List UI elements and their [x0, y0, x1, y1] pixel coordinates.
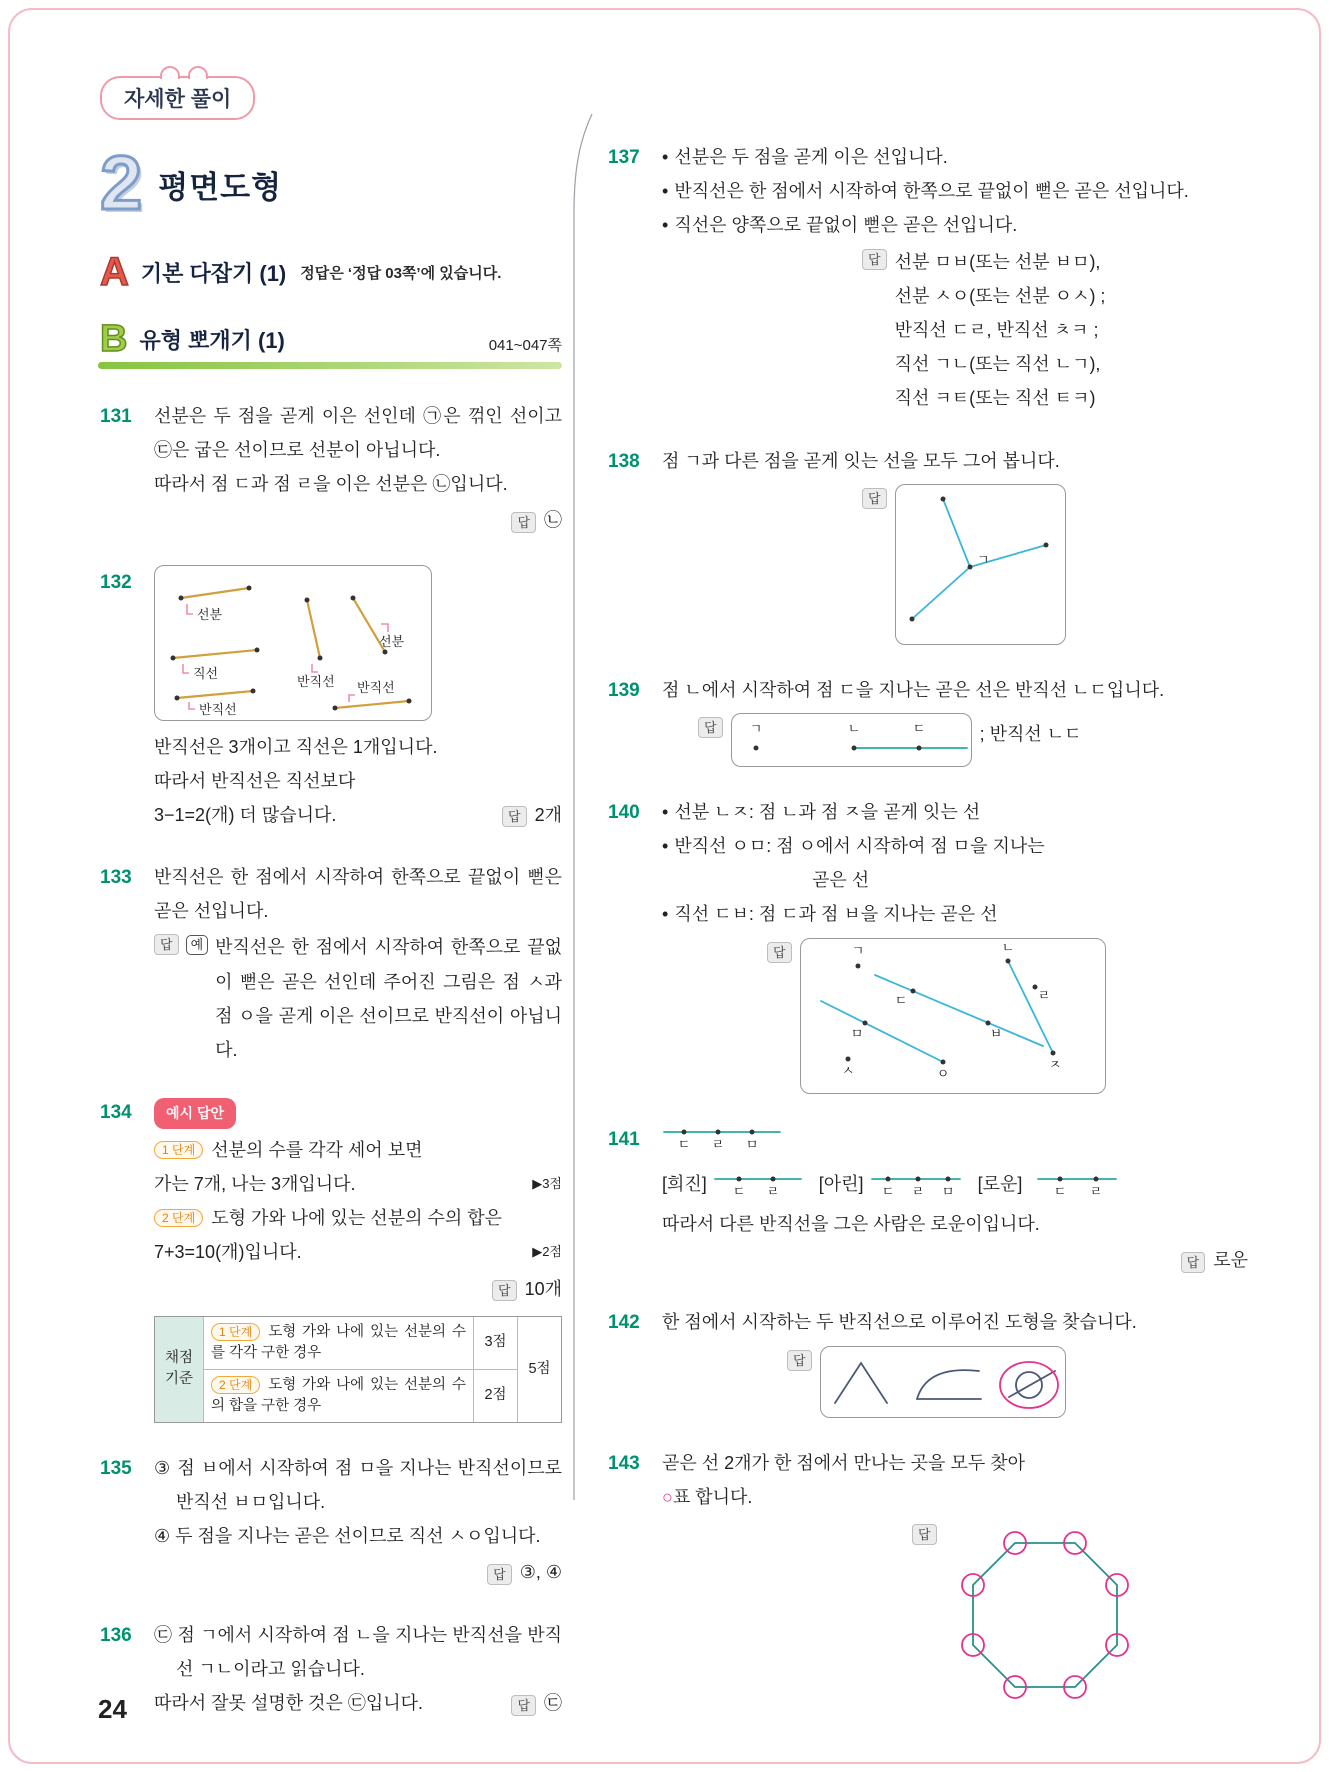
answer-line: 직선 ㄱㄴ(또는 직선 ㄴㄱ), [894, 354, 1101, 375]
diagram-label: 선분 [379, 634, 405, 650]
problem-number: 142 [608, 1312, 640, 1334]
answer-value: 2개 [534, 804, 562, 825]
problem-number: 134 [100, 1102, 132, 1124]
problem-number: 139 [608, 679, 640, 701]
answer-badge: 답 [511, 1695, 536, 1716]
left-column [100, 76, 562, 1748]
ray-diagram [731, 713, 972, 767]
answer-badge: 답 [154, 934, 179, 955]
definition-bullet [662, 795, 1248, 829]
definition-bullet [662, 208, 1248, 242]
answer-line: 직선 ㅋㅌ(또는 직선 ㅌㅋ) [894, 388, 1096, 409]
rubric-row-1 [204, 1317, 517, 1369]
problem-137 [608, 140, 1248, 416]
person-name: [로운] [977, 1173, 1023, 1194]
problem-number: 133 [100, 867, 132, 889]
answer-line [662, 1243, 1248, 1277]
rubric-total-points: 5점 [517, 1317, 561, 1422]
point-label: ㄹ [711, 1136, 725, 1152]
bullet-icon: • [662, 147, 669, 167]
problem-number: 132 [100, 572, 132, 594]
step2-row [154, 1201, 562, 1235]
rubric-row1-text: 도형 가와 나에 있는 선분의 수를 각각 구한 경우 [211, 1323, 466, 1361]
point-label: ㅁ [850, 1025, 863, 1041]
bullet-icon: • [662, 181, 669, 202]
point-label: ㄷ [732, 1183, 746, 1199]
point-label: ㄴ [847, 720, 860, 736]
rubric-row1-points: 3점 [473, 1317, 517, 1369]
answer-line: 선분 ㅁㅂ(또는 선분 ㅂㅁ), [894, 251, 1101, 272]
answer-diagram-row [862, 484, 1248, 645]
badge-ear-icon [188, 66, 208, 79]
problem-132 [100, 565, 562, 832]
step2-badge: 2 단계 [154, 1209, 203, 1227]
angle-shapes-svg [823, 1349, 1063, 1415]
solution-item: ③ 점 ㅂ에서 시작하여 점 ㅁ을 지나는 반직선이므로 반직선 ㅂㅁ입니다. [154, 1457, 562, 1512]
point-label: ㅁ [745, 1136, 759, 1152]
step1-result [154, 1167, 562, 1201]
point-label: ㄷ [677, 1136, 691, 1152]
point-label: ㄱ [851, 942, 864, 958]
answer-line [511, 1686, 562, 1720]
section-a-letter: A [100, 250, 129, 295]
rubric-label-line1: 채점 [164, 1350, 193, 1367]
answer-badge: 답 [502, 806, 527, 827]
definition-bullet [662, 897, 1248, 931]
problem-number: 143 [608, 1452, 640, 1474]
answer-line: 선분 ㅅㅇ(또는 선분 ㅇㅅ) ; [894, 285, 1106, 306]
points-marker: ▶2점 [532, 1244, 562, 1260]
answer-line [502, 798, 562, 832]
ray-svg [734, 716, 969, 764]
step1-badge: 1 단계 [154, 1141, 203, 1159]
points-lines-diagram [800, 938, 1106, 1094]
solution-line-with-answer [154, 798, 562, 832]
section-b-pages: 041~047쪽 [488, 336, 562, 354]
definition-bullet [662, 140, 1248, 174]
section-types [100, 318, 562, 368]
problem-141 [608, 1122, 1248, 1278]
points-lines-svg [803, 941, 1103, 1091]
person-name: [아린] [818, 1173, 864, 1194]
problem-142 [608, 1305, 1248, 1417]
rubric-row-2 [204, 1369, 517, 1422]
solution-text [662, 1446, 1248, 1514]
problem-131 [100, 399, 562, 538]
answer-badge: 답 [1181, 1252, 1206, 1273]
octagon-diagram [945, 1520, 1145, 1710]
problem-number: 140 [608, 801, 640, 823]
page-number: 24 [98, 1694, 127, 1724]
problem-number: 135 [100, 1457, 132, 1479]
bullet-text: 직선은 양쪽으로 끝없이 뻗은 곧은 선입니다. [674, 215, 1018, 236]
bullet-icon: • [662, 801, 669, 822]
answer-value: ㉡ [544, 510, 562, 531]
line-types-diagram [154, 565, 432, 721]
answer-badge: 답 [511, 512, 536, 533]
diagram-label: 반직선 [357, 680, 395, 696]
diagram-label: 선분 [197, 607, 223, 623]
problem-139 [608, 673, 1248, 767]
solution-line-with-answer [154, 1686, 562, 1720]
bullet-text: 반직선은 한 점에서 시작하여 한쪽으로 끝없이 뻗은 곧은 선입니다. [674, 181, 1189, 202]
bullet-text: 반직선 ㅇㅁ: 점 ㅇ에서 시작하여 점 ㅁ을 지나는 [674, 836, 1045, 857]
solution-text: 7+3=10(개)입니다. [154, 1242, 302, 1263]
definition-bullet [662, 174, 1248, 208]
answer-badge: 답 [787, 1350, 812, 1371]
solution-text: 한 점에서 시작하는 두 반직선으로 이루어진 도형을 찾습니다. [662, 1312, 1137, 1333]
point-label: ㄱ [749, 720, 762, 736]
rubric-label [155, 1317, 203, 1422]
answer-value: ③, ④ [519, 1562, 562, 1583]
answer-value: 로운 [1213, 1250, 1248, 1271]
problem-number: 141 [608, 1128, 640, 1150]
diagram-label: 직선 [193, 666, 219, 682]
bullet-icon: • [662, 904, 669, 925]
solution-text-part2: 표 합니다. [672, 1486, 753, 1507]
answer-badge: 답 [767, 942, 792, 963]
roun-ray-svg [1028, 1169, 1118, 1199]
header-badge [100, 76, 255, 120]
problem-number: 137 [608, 147, 640, 168]
problem-135 [100, 1451, 562, 1590]
note-suffix: 에 있습니다. [420, 264, 502, 282]
point-label: ㅅ [841, 1062, 854, 1078]
point-label: ㄷ [881, 1183, 894, 1199]
answer-line [154, 1272, 562, 1306]
bullet-text: 선분 ㄴㅈ: 점 ㄴ과 점 ㅈ을 곧게 잇는 선 [674, 801, 981, 822]
bullet-text: 직선 ㄷㅂ: 점 ㄷ과 점 ㅂ을 지나는 곧은 선 [674, 904, 998, 925]
problem-number: 138 [608, 450, 640, 472]
person-roun [978, 1167, 1119, 1201]
step2-result [154, 1235, 562, 1269]
problem-140 [608, 795, 1248, 1094]
definition-bullet [662, 829, 1248, 863]
chapter-heading [100, 141, 562, 226]
problem-143 [608, 1446, 1248, 1710]
rubric-label-line2: 기준 [164, 1371, 193, 1388]
answer-value: ㉢ [544, 1692, 562, 1713]
rubric-step2-badge: 2 단계 [211, 1376, 260, 1394]
person-arin [819, 1167, 962, 1201]
answer-diagram-row [787, 1346, 1248, 1418]
problem-number: 136 [100, 1624, 132, 1646]
answer-badge: 답 [698, 717, 723, 738]
note-page-ref: ‘정답 03쪽’ [347, 264, 421, 282]
section-b-title: 유형 뽀개기 (1) [139, 327, 285, 353]
green-underline-bar [98, 362, 562, 369]
rubric-step1-badge: 1 단계 [211, 1323, 260, 1341]
answer-diagram-row [767, 938, 1248, 1094]
bullet-continuation: 곧은 선 [812, 870, 870, 891]
step1-text: 선분의 수를 각각 세어 보면 [211, 1139, 423, 1160]
answer-badge: 답 [912, 1524, 937, 1545]
solution-text: 따라서 점 ㄷ과 점 ㄹ을 이은 선분은 ㉡입니다. [154, 473, 508, 494]
answer-value: 10개 [524, 1278, 562, 1299]
solution-text: 반직선은 3개이고 직선은 1개입니다. [154, 736, 438, 757]
solution-text: 따라서 다른 반직선을 그은 사람은 로운이입니다. [662, 1214, 1040, 1234]
point-label: ㅇ [936, 1065, 949, 1081]
section-basic [100, 250, 562, 295]
rubric-row2-points: 2점 [473, 1370, 517, 1422]
chapter-number: 2 [100, 141, 143, 226]
bullet-text: 선분은 두 점을 곧게 이은 선입니다. [674, 147, 948, 167]
solution-text: 반직선은 한 점에서 시작하여 한쪽으로 끝없이 뻗은 곧은 선입니다. [154, 867, 562, 922]
answer-diagram-row [912, 1520, 1248, 1710]
point-label: ㅈ [1048, 1056, 1061, 1072]
bullet-icon: • [662, 836, 669, 857]
sample-answer-badge: 예시 답안 [154, 1098, 236, 1129]
badge-ear-icon [160, 66, 180, 79]
solution-text: 따라서 반직선은 직선보다 [154, 770, 356, 791]
solution-text: 3−1=2(개) 더 많습니다. [154, 804, 337, 825]
person-name: [희진] [662, 1173, 707, 1194]
point-label: ㅁ [941, 1183, 954, 1199]
rays-from-point-diagram [895, 484, 1066, 645]
step1-row [154, 1133, 562, 1167]
answer-list [895, 245, 1106, 416]
given-ray-diagram [662, 1122, 1248, 1163]
example-badge: 예 [186, 935, 209, 955]
angle-shapes-diagram [820, 1346, 1066, 1418]
solution-text: ㉢ 점 ㄱ에서 시작하여 점 ㄴ을 지나는 반직선을 반직선 ㄱㄴ이라고 읽습니다. [154, 1624, 562, 1679]
solution-text: 선분은 두 점을 곧게 이은 선인데 ㉠은 꺾인 선이고 ㉢은 굽은 선이므로 선분이 아닙니다. [154, 405, 562, 460]
solution-text: 가는 7개, 나는 3개입니다. [154, 1173, 356, 1194]
solution-text: 점 ㄱ과 다른 점을 곧게 잇는 선을 모두 그어 봅니다. [662, 450, 1060, 471]
point-label: ㄱ [976, 551, 990, 567]
point-label: ㄷ [894, 992, 907, 1008]
arin-ray-svg [870, 1169, 962, 1199]
diagram-label: 반직선 [199, 702, 237, 718]
point-label: ㄹ [911, 1183, 924, 1199]
point-label: ㄹ [766, 1183, 780, 1199]
answer-line [154, 503, 562, 537]
answer-line: 반직선 ㄷㄹ, 반직선 ㅊㅋ ; [894, 319, 1099, 340]
person-heejin [662, 1167, 803, 1201]
solution-text: 따라서 잘못 설명한 것은 ㉢입니다. [154, 1692, 424, 1713]
note-prefix: 정답은 [300, 264, 348, 282]
heejin-ray-svg [713, 1169, 803, 1199]
section-a-note [300, 262, 501, 283]
grading-criteria-table [154, 1316, 562, 1423]
right-column [608, 140, 1248, 1738]
solution-item: ④ 두 점을 지나는 곧은 선이므로 직선 ㅅㅇ입니다. [154, 1526, 541, 1547]
problem-133 [100, 860, 562, 1067]
bullet-icon: • [662, 215, 669, 236]
section-a-title: 기본 다잡기 (1) [140, 260, 287, 286]
answer-badge: 답 [862, 249, 887, 270]
points-marker: ▶3점 [532, 1175, 562, 1191]
ray-comparison-row [662, 1167, 1248, 1201]
answer-note [154, 930, 562, 1067]
answer-badge: 답 [862, 488, 887, 509]
problem-number: 131 [100, 405, 132, 427]
given-ray-svg [662, 1122, 782, 1152]
answer-note-text: 반직선은 한 점에서 시작하여 한쪽으로 끝없이 뻗은 곧은 선인데 주어진 그림은 점 ㅅ과 점 ㅇ을 곧게 이은 선이므로 반직선이 아닙니다. [215, 937, 562, 1061]
problem-138 [608, 444, 1248, 645]
problem-134 [100, 1095, 562, 1423]
point-label: ㄹ [1090, 1183, 1103, 1199]
rubric-row2-text: 도형 가와 나에 있는 선분의 수의 합을 구한 경우 [211, 1376, 466, 1414]
solution-text-part1: 곧은 선 2개가 한 점에서 만나는 곳을 모두 찾아 [662, 1452, 1026, 1473]
answer-suffix: ; 반직선 ㄴㄷ [979, 723, 1082, 744]
line-types-svg [157, 568, 429, 718]
solution-text: 점 ㄴ에서 시작하여 점 ㄷ을 지나는 곧은 선은 반직선 ㄴㄷ입니다. [662, 679, 1165, 700]
point-label: ㄷ [912, 720, 925, 736]
problem-136 [100, 1618, 562, 1721]
chapter-title: 평면도형 [158, 169, 283, 205]
section-b-letter: B [100, 318, 128, 361]
answer-badge: 답 [492, 1280, 517, 1301]
answer-badge: 답 [487, 1564, 512, 1585]
answer-line [154, 1555, 562, 1589]
answer-block [862, 245, 1248, 416]
point-label: ㄹ [1037, 987, 1050, 1003]
left-problems [100, 399, 562, 1721]
rays-from-point-svg [898, 487, 1063, 642]
step2-text: 도형 가와 나에 있는 선분의 수의 합은 [211, 1208, 503, 1229]
point-label: ㅂ [989, 1025, 1002, 1041]
diagram-label: 반직선 [297, 674, 335, 690]
header-badge-label: 자세한 풀이 [124, 88, 232, 111]
answer-diagram-row [698, 713, 1248, 767]
circle-mark: ○ [662, 1486, 673, 1507]
point-label: ㄴ [1001, 940, 1014, 955]
point-label: ㄷ [1054, 1183, 1067, 1199]
